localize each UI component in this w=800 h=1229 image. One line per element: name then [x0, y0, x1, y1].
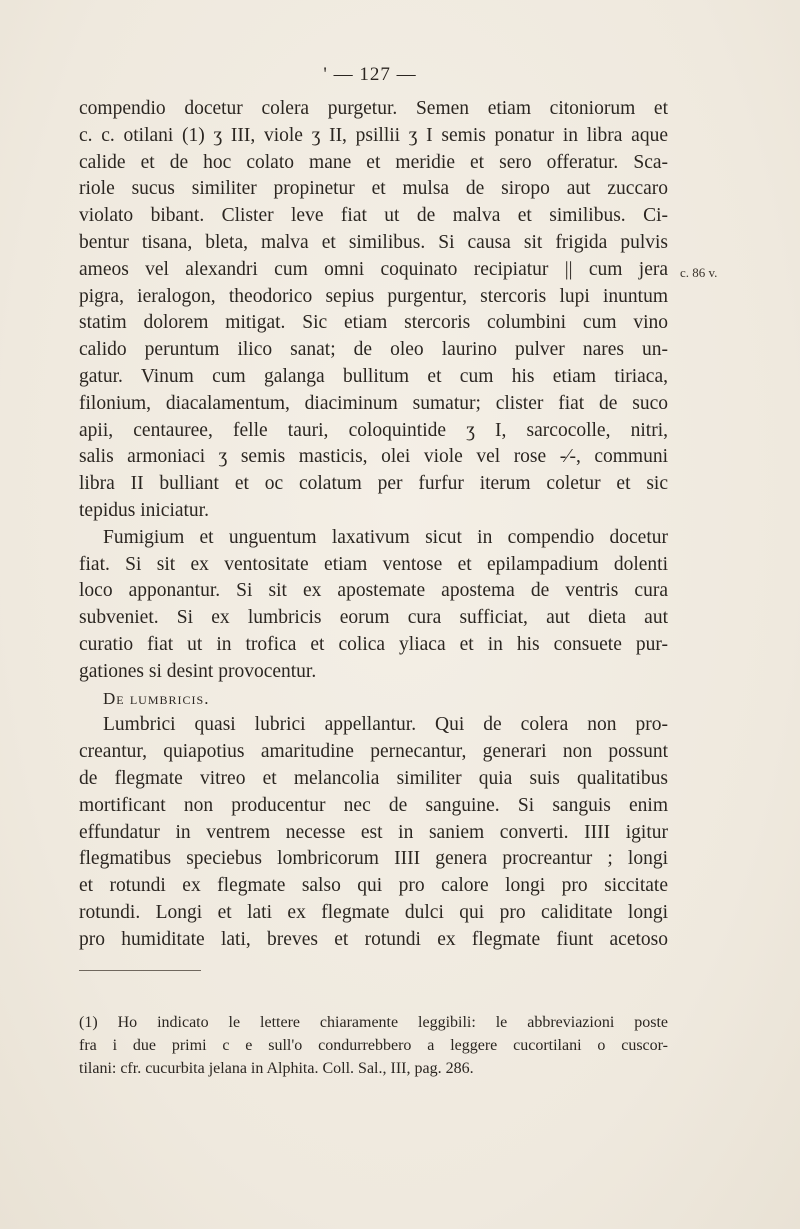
footnote [79, 1011, 668, 1080]
footnote-line: fra i due primi c e sull'o condurrebbero a leggere cucortilani o cuscor- [79, 1037, 668, 1054]
text-line: calido peruntum ilico sanat; de oleo laurino pulver nares un- [79, 339, 668, 361]
text-line: et rotundi ex flegmate salso qui pro calore longi pro siccitate [79, 875, 668, 897]
text-line: creantur, quiapotius amaritudine pernecantur, generari non possunt [79, 741, 668, 763]
footnote-divider [79, 970, 201, 971]
text-line: de flegmate vitreo et melancolia similiter quia suis qualitatibus [79, 767, 668, 789]
text-line: apii, centauree, felle tauri, coloquintide ʒ I, sarcocolle, nitri, [79, 419, 668, 441]
margin-folio-note: c. 86 v. [680, 265, 718, 280]
text-line: gatur. Vinum cum galanga bullitum et cum his etiam tiriaca, [79, 365, 668, 387]
text-line: mortificant non producentur nec de sanguine. Si sanguis enim [79, 794, 668, 816]
main-text [79, 96, 668, 954]
text-line: calide et de hoc colato mane et meridie et sero offeratur. Sca- [79, 151, 668, 173]
text-line: c. c. otilani (1) ʒ III, viole ʒ II, psillii ʒ I semis ponatur in libra aque [79, 124, 668, 146]
text-line: tepidus iniciatur. [79, 499, 209, 521]
text-line: riole sucus similiter propinetur et mulsa de siropo aut zuccaro [79, 178, 668, 200]
text-line: filonium, diacalamentum, diaciminum sumatur; clister fiat de suco [79, 392, 668, 414]
text-line: subveniet. Si ex lumbricis eorum cura sufficiat, aut dieta aut [79, 607, 668, 629]
text-line: Lumbrici quasi lubrici appellantur. Qui de colera non pro- [103, 714, 668, 736]
footnote-line: (1) Ho indicato le lettere chiaramente leggibili: le abbreviazioni poste [79, 1014, 668, 1031]
text-line: violato bibant. Clister leve fiat ut de malva et similibus. Ci- [79, 205, 668, 227]
text-line: salis armoniaci ʒ semis masticis, olei viole vel rose -⁄-, communi [79, 446, 668, 468]
text-line: loco apponantur. Si sit ex apostemate apostema de ventris cura [79, 580, 668, 602]
page-number-header: ' — 127 — [323, 64, 417, 85]
text-line: libra II bulliant et oc colatum per furfur iterum coletur et sic [79, 473, 668, 495]
text-line: curatio fiat ut in trofica et colica yliaca et in his consuete pur- [79, 633, 668, 655]
text-line: fiat. Si sit ex ventositate etiam ventose et epilampadium dolenti [79, 553, 668, 575]
text-line: pigra, ieralogon, theodorico sepius purgentur, stercoris lupi inuntum [79, 285, 668, 307]
text-line: ameos vel alexandri cum omni coquinato recipiatur || cum jera [79, 258, 668, 280]
text-line: pro humiditate lati, breves et rotundi ex flegmate fiunt acetoso [79, 928, 668, 950]
text-line: flegmatibus speciebus lombricorum IIII genera procreantur ; longi [79, 848, 668, 870]
text-line: Fumigium et unguentum laxativum sicut in compendio docetur [103, 526, 668, 548]
section-heading: De lumbricis. [103, 688, 210, 708]
footnote-line: tilani: cfr. cucurbita jelana in Alphita. Coll. Sal., III, pag. 286. [79, 1060, 474, 1077]
text-line: compendio docetur colera purgetur. Semen etiam citoniorum et [79, 98, 668, 119]
text-line: statim dolorem mitigat. Sic etiam stercoris columbini cum vino [79, 312, 668, 334]
text-line: rotundi. Longi et lati ex flegmate dulci qui pro caliditate longi [79, 901, 668, 923]
text-line: effundatur in ventrem necesse est in saniem converti. IIII igitur [79, 821, 668, 843]
text-line: gationes si desint provocentur. [79, 660, 317, 682]
text-line: bentur tisana, bleta, malva et similibus. Si causa sit frigida pulvis [79, 231, 668, 253]
